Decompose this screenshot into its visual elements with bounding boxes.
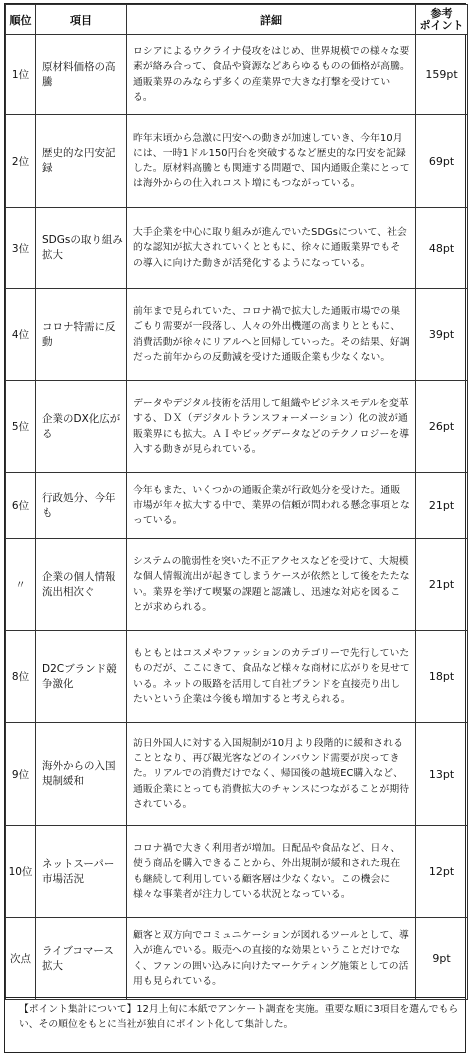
table-row (6, 381, 468, 473)
item-cell: D2Cブランド競争激化 (36, 631, 127, 723)
header-item: 項目 (36, 5, 127, 35)
rank-cell: 1位 (6, 35, 36, 115)
header-points-line1: 参考 (430, 6, 453, 20)
rank-cell: 6位 (6, 473, 36, 539)
rank-cell: 4位 (6, 289, 36, 381)
points-cell: 18pt (416, 631, 468, 723)
item-cell: 海外からの入国規制緩和 (36, 723, 127, 826)
points-cell: 26pt (416, 381, 468, 473)
table-row (6, 115, 468, 208)
item-cell: 企業のDX化広がる (36, 381, 127, 473)
item-cell: 原材料価格の高騰 (36, 35, 127, 115)
item-cell: コロナ特需に反動 (36, 289, 127, 381)
table-row (6, 826, 468, 918)
item-cell: ライブコマース拡大 (36, 918, 127, 1000)
table-row (6, 35, 468, 115)
ranking-table (5, 4, 468, 1000)
detail-cell: コロナ禍で大きく利用者が増加。日配品や食品など、日々、使う商品を購入できることから、外出規制が緩和された現在も継続して利用している顧客層は少なくない。この機会に様々な事業者が注力している状況となっている。 (127, 826, 416, 918)
points-cell: 12pt (416, 826, 468, 918)
header-rank: 順位 (6, 5, 36, 35)
detail-cell: データやデジタル技術を活用して組織やビジネスモデルを変革する、ＤＸ（デジタルトランスフォーメーション）化の波が通販業界にも拡大。ＡＩやビッグデータなどのテクノロジーを導入する動きが見られている。 (127, 381, 416, 473)
points-note: 【ポイント集計について】12月上旬に本紙でアンケート調査を実施。重要な順に3項目を選んでもらい、その順位をもとに当社が独自にポイント化して集計した。 (5, 997, 465, 1052)
item-cell: 行政処分、今年も (36, 473, 127, 539)
rank-cell: 5位 (6, 381, 36, 473)
item-cell: ネットスーパー市場活況 (36, 826, 127, 918)
table-row (6, 208, 468, 289)
points-cell: 159pt (416, 35, 468, 115)
rank-cell: 9位 (6, 723, 36, 826)
points-cell: 13pt (416, 723, 468, 826)
rank-cell: 8位 (6, 631, 36, 723)
header-points (416, 5, 468, 35)
detail-cell: 前年まで見られていた、コロナ禍で拡大した通販市場での巣ごもり需要が一段落し、人々の外出機運の高まりとともに、消費活動が徐々にリアルへと回帰していった。その結果、好調だった前年からの反動減を受けた通販企業も少なくない。 (127, 289, 416, 381)
points-cell: 48pt (416, 208, 468, 289)
detail-cell: ロシアによるウクライナ侵攻をはじめ、世界規模での様々な要素が絡み合って、食品や資源などあらゆるものの価格が高騰。通販業界のみならず多くの産業界で大きな打撃を受けている。 (127, 35, 416, 115)
detail-cell: システムの脆弱性を突いた不正アクセスなどを受けて、大規模な個人情報流出が起きてしまうケースが依然として後をたたない。業界を挙げて喫緊の課題と認識し、迅速な対応を図ることが求められる。 (127, 539, 416, 631)
points-cell: 69pt (416, 115, 468, 208)
table-row (6, 918, 468, 1000)
table-row (6, 289, 468, 381)
detail-cell: 顧客と双方向でコミュニケーションが図れるツールとして、導入が進んでいる。販売への直接的な効果ということだけでなく、ファンの囲い込みに向けたマーケティング施策としての活用も見られている。 (127, 918, 416, 1000)
rank-cell: 〃 (6, 539, 36, 631)
table-row (6, 631, 468, 723)
table-row (6, 723, 468, 826)
table-header-row (6, 5, 468, 35)
rank-cell: 2位 (6, 115, 36, 208)
points-cell: 21pt (416, 539, 468, 631)
rank-cell: 10位 (6, 826, 36, 918)
detail-cell: もともとはコスメやファッションのカテゴリーで先行していたものだが、ここにきて、食品など様々な商材に広がりを見せている。ネットの販路を活用して自社ブランドを直接売り出したいという企業は今後も増加すると考えられる。 (127, 631, 416, 723)
rank-cell: 3位 (6, 208, 36, 289)
header-points-label (420, 8, 464, 32)
item-cell: 歴史的な円安記録 (36, 115, 127, 208)
item-cell: 企業の個人情報流出相次ぐ (36, 539, 127, 631)
detail-cell: 今年もまた、いくつかの通販企業が行政処分を受けた。通販市場が年々拡大する中で、業界の信頼が問われる懸念事項となっている。 (127, 473, 416, 539)
item-cell: SDGsの取り組み拡大 (36, 208, 127, 289)
rank-cell: 次点 (6, 918, 36, 1000)
detail-cell: 訪日外国人に対する入国規制が10月より段階的に緩和されることとなり、再び観光客などのインバウンド需要が戻ってきた。リアルでの消費だけでなく、帰国後の越境EC購入など、通販企業にとっても消費拡大のチャンスにつながることが期待されている。 (127, 723, 416, 826)
ranking-sheet (4, 3, 466, 1053)
table-row (6, 473, 468, 539)
detail-cell: 大手企業を中心に取り組みが進んでいたSDGsについて、社会的な認知が拡大されていくとともに、徐々に通販業界でもその導入に向けた動きが活発化するようになっている。 (127, 208, 416, 289)
header-detail: 詳細 (127, 5, 416, 35)
table-row (6, 539, 468, 631)
detail-cell: 昨年末頃から急激に円安への動きが加速していき、今年10月には、一時1ドル150円台を突破するなど歴史的な円安を記録した。原材料高騰とも関連する問題で、国内通販企業にとっては海外からの仕入れコスト増にもつながっている。 (127, 115, 416, 208)
header-points-line2: ポイント (419, 18, 464, 32)
points-cell: 9pt (416, 918, 468, 1000)
points-cell: 39pt (416, 289, 468, 381)
points-cell: 21pt (416, 473, 468, 539)
